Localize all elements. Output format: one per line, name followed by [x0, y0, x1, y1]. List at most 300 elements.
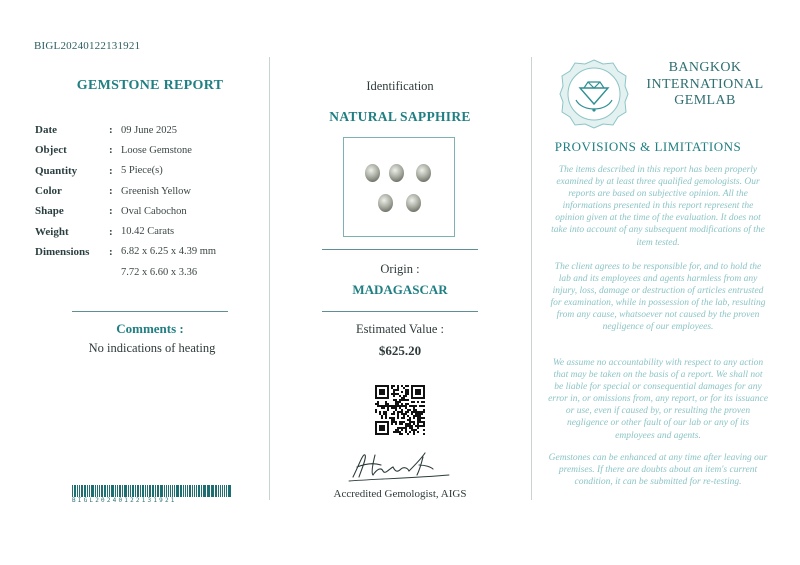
qr-module	[391, 423, 393, 425]
qr-module	[411, 411, 413, 413]
detail-row-dimensions	[35, 242, 275, 262]
detail-row-dimensions-2	[35, 262, 275, 282]
barcode-bar	[91, 485, 94, 497]
qr-module	[395, 401, 397, 403]
qr-module	[419, 405, 421, 407]
qr-module	[409, 419, 411, 421]
estimated-value-label: Estimated Value :	[356, 322, 444, 336]
qr-module	[407, 409, 409, 411]
qr-module	[419, 425, 421, 427]
barcode-bar	[174, 485, 175, 497]
qr-module	[403, 417, 405, 419]
qr-module	[423, 421, 425, 423]
qr-module	[405, 431, 407, 433]
qr-module	[397, 417, 399, 419]
qr-module	[375, 409, 377, 411]
qr-module	[407, 393, 409, 395]
qr-module	[419, 413, 421, 415]
qr-module	[417, 431, 419, 433]
qr-module	[385, 411, 387, 413]
barcode-bar	[87, 485, 88, 497]
qr-module	[401, 433, 403, 435]
qr-module	[391, 421, 393, 423]
barcode-bar	[135, 485, 136, 497]
qr-module	[401, 421, 403, 423]
qr-module	[397, 393, 399, 395]
qr-module	[401, 423, 403, 425]
qr-module	[423, 411, 425, 413]
detail-value: Oval Cabochon	[121, 205, 187, 217]
qr-module	[381, 415, 383, 417]
qr-module	[405, 413, 407, 415]
qr-module	[391, 419, 393, 421]
qr-module	[415, 429, 417, 431]
qr-module	[417, 413, 419, 415]
qr-module	[421, 401, 423, 403]
qr-module	[401, 405, 403, 407]
qr-module	[395, 389, 397, 391]
barcode-bar	[201, 485, 202, 497]
qr-module	[421, 405, 423, 407]
qr-module	[415, 411, 417, 413]
details-table	[35, 120, 275, 282]
qr-module	[411, 405, 413, 407]
barcode-bar	[89, 485, 90, 497]
lab-name-line-2: INTERNATIONAL	[646, 76, 764, 92]
qr-module	[403, 405, 405, 407]
qr-module	[389, 417, 391, 419]
qr-module	[401, 399, 403, 401]
qr-module	[413, 433, 415, 435]
qr-module	[381, 417, 383, 419]
qr-module	[393, 419, 395, 421]
qr-module	[379, 411, 381, 413]
qr-module	[409, 431, 411, 433]
qr-module	[405, 399, 407, 401]
barcode-bar	[107, 485, 108, 497]
qr-module	[383, 413, 385, 415]
barcode-bar	[119, 485, 121, 497]
qr-module	[395, 405, 397, 407]
qr-module	[385, 415, 387, 417]
qr-module	[391, 417, 393, 419]
qr-module	[389, 405, 391, 407]
detail-colon: :	[109, 164, 113, 177]
barcode-bar	[215, 485, 217, 497]
barcode-bar	[149, 485, 151, 497]
qr-module	[413, 415, 415, 417]
barcode-bar	[185, 485, 186, 497]
detail-row-object	[35, 140, 275, 160]
detail-row-shape	[35, 201, 275, 221]
comments-title: Comments :	[116, 321, 184, 336]
detail-colon: :	[109, 245, 113, 258]
qr-module	[409, 405, 411, 407]
lab-name	[640, 60, 770, 110]
detail-value: 7.72 x 6.60 x 3.36	[121, 266, 198, 278]
qr-module	[399, 395, 401, 397]
qr-module	[413, 429, 415, 431]
qr-module	[397, 413, 399, 415]
detail-colon: :	[109, 185, 113, 198]
qr-module	[409, 427, 411, 429]
qr-module	[393, 389, 395, 391]
qr-module	[411, 401, 413, 403]
report-title: GEMSTONE REPORT	[76, 78, 224, 93]
barcode-bar	[180, 485, 182, 497]
qr-module	[397, 401, 399, 403]
barcode-bar	[142, 485, 144, 497]
qr-module	[385, 405, 387, 407]
qr-module	[399, 411, 401, 413]
qr-module	[403, 395, 405, 397]
barcode-bar	[222, 485, 223, 497]
lab-name-line-3: GEMLAB	[674, 93, 736, 108]
qr-module	[415, 413, 417, 415]
qr-module	[399, 427, 401, 429]
qr-module	[411, 413, 413, 415]
qr-module	[381, 405, 383, 407]
comments-divider	[72, 311, 228, 312]
qr-module	[395, 423, 397, 425]
qr-module	[409, 409, 411, 411]
qr-module	[399, 423, 401, 425]
qr-module	[413, 405, 415, 407]
barcode-bar	[79, 485, 80, 497]
qr-module	[419, 411, 421, 413]
qr-module	[407, 433, 409, 435]
barcode-bar	[211, 485, 214, 497]
provisions-title: PROVISIONS & LIMITATIONS	[554, 139, 742, 154]
qr-module	[405, 411, 407, 413]
barcode-bar	[160, 485, 163, 497]
barcode-bar	[104, 485, 106, 497]
detail-label: Dimensions	[35, 245, 90, 258]
origin-label: Origin :	[380, 262, 420, 276]
signature-image	[345, 445, 455, 485]
qr-module	[405, 423, 407, 425]
qr-module	[413, 411, 415, 413]
qr-module	[409, 421, 411, 423]
barcode-bar	[81, 485, 83, 497]
barcode-bar	[172, 485, 173, 497]
qr-module	[419, 417, 421, 419]
barcode-bar	[115, 485, 116, 497]
barcode-bar	[183, 485, 184, 497]
qr-module	[405, 403, 407, 405]
qr-module	[393, 399, 395, 401]
barcode-bar	[166, 485, 167, 497]
qr-module	[399, 421, 401, 423]
barcode-bar	[132, 485, 134, 497]
qr-module	[423, 423, 425, 425]
qr-module	[397, 429, 399, 431]
gemstone-photo	[343, 137, 455, 237]
qr-module	[385, 413, 387, 415]
qr-module	[421, 417, 423, 419]
barcode-bar	[187, 485, 188, 497]
barcode-bar	[155, 485, 156, 497]
qr-module	[411, 421, 413, 423]
qr-module	[395, 409, 397, 411]
divider-right	[531, 57, 532, 500]
qr-module	[413, 421, 415, 423]
qr-module	[417, 401, 419, 403]
qr-module	[401, 411, 403, 413]
qr-module	[391, 385, 393, 387]
qr-module	[403, 413, 405, 415]
qr-module	[409, 425, 411, 427]
qr-module	[403, 415, 405, 417]
qr-module	[383, 411, 385, 413]
qr-module	[385, 403, 387, 405]
qr-module	[399, 433, 401, 435]
gemstone-2	[389, 164, 404, 182]
qr-module	[397, 415, 399, 417]
qr-module	[379, 413, 381, 415]
qr-module	[375, 403, 377, 405]
barcode-bar	[218, 485, 219, 497]
value-divider	[322, 311, 478, 312]
qr-module	[423, 433, 425, 435]
qr-module	[405, 425, 407, 427]
barcode-bar	[198, 485, 200, 497]
barcode-bar	[220, 485, 221, 497]
barcode-bar	[137, 485, 139, 497]
qr-module	[417, 421, 419, 423]
qr-module	[413, 431, 415, 433]
qr-module	[423, 417, 425, 419]
provisions-paragraph-1: The items described in this report has been properly examined by at least three qualified gemologists. Our reports are based on subjective opinion. All the informations presented in this report represent the opinion given at the time of the evaluation. It does not take into account of any subsequent modifications of the item tested.	[551, 165, 765, 248]
origin-value: MADAGASCAR	[352, 282, 448, 297]
barcode-bar	[84, 485, 86, 497]
detail-colon: :	[109, 225, 113, 238]
qr-module	[387, 405, 389, 407]
qr-module	[401, 391, 403, 393]
qr-module	[377, 405, 379, 407]
qr-module	[405, 389, 407, 391]
detail-row-color	[35, 181, 275, 201]
qr-module	[405, 429, 407, 431]
qr-module	[419, 415, 421, 417]
qr-module	[395, 399, 397, 401]
barcode-bar	[128, 485, 129, 497]
qr-module	[395, 403, 397, 405]
qr-module	[391, 405, 393, 407]
barcode-bar	[194, 485, 195, 497]
detail-row-weight	[35, 221, 275, 241]
identification-label: Identification	[366, 79, 434, 93]
barcode-bar	[124, 485, 127, 497]
qr-module	[413, 401, 415, 403]
detail-value: 10.42 Carats	[121, 226, 175, 238]
barcode-bar	[164, 485, 165, 497]
origin-divider	[322, 249, 478, 250]
barcode-bar	[130, 485, 131, 497]
qr-module	[397, 403, 399, 405]
detail-value: 09 June 2025	[121, 124, 177, 136]
gem-name: NATURAL SAPPHIRE	[329, 109, 471, 124]
qr-module	[407, 415, 409, 417]
qr-module	[397, 411, 399, 413]
barcode-bar	[109, 485, 110, 497]
qr-module	[423, 425, 425, 427]
qr-module	[399, 405, 401, 407]
qr-code-icon	[375, 385, 425, 435]
barcode-bar	[168, 485, 169, 497]
detail-label: Color	[35, 185, 62, 198]
qr-module	[393, 393, 395, 395]
qr-module	[417, 415, 419, 417]
qr-module	[407, 419, 409, 421]
barcode-bar	[122, 485, 123, 497]
qr-module	[393, 421, 395, 423]
qr-module	[381, 407, 383, 409]
barcode-bar	[145, 485, 146, 497]
qr-module	[417, 425, 419, 427]
qr-module	[395, 429, 397, 431]
qr-module	[405, 395, 407, 397]
barcode-bar	[224, 485, 225, 497]
gemstone-4	[378, 194, 393, 212]
detail-row-quantity	[35, 161, 275, 181]
qr-module	[387, 403, 389, 405]
gemologist-credit: Accredited Gemologist, AIGS	[333, 488, 467, 500]
qr-module	[397, 427, 399, 429]
qr-module	[401, 417, 403, 419]
qr-module	[409, 423, 411, 425]
qr-module	[401, 385, 403, 387]
detail-value: 6.82 x 6.25 x 4.39 mm	[121, 246, 217, 258]
detail-value: Greenish Yellow	[121, 185, 191, 197]
qr-module	[419, 419, 421, 421]
qr-module	[401, 397, 403, 399]
qr-module	[393, 431, 395, 433]
qr-module	[391, 393, 393, 395]
qr-module	[387, 409, 389, 411]
barcode-bar	[189, 485, 191, 497]
qr-module	[405, 393, 407, 395]
barcode-bar	[203, 485, 206, 497]
qr-module	[405, 391, 407, 393]
estimated-value-amount: $625.20	[378, 343, 422, 358]
qr-module	[399, 399, 401, 401]
qr-module	[411, 429, 413, 431]
gemstone-5	[406, 194, 421, 212]
qr-module	[423, 429, 425, 431]
qr-module	[393, 413, 395, 415]
qr-module	[399, 401, 401, 403]
qr-module	[395, 407, 397, 409]
barcode-bar	[140, 485, 141, 497]
qr-module	[397, 431, 399, 433]
detail-row-date	[35, 120, 275, 140]
qr-module	[393, 407, 395, 409]
qr-module	[417, 423, 419, 425]
qr-module	[417, 411, 419, 413]
barcode-bar	[192, 485, 193, 497]
qr-module	[407, 425, 409, 427]
qr-module	[383, 407, 385, 409]
detail-label: Date	[35, 124, 57, 137]
comments-text: No indications of heating	[88, 341, 216, 355]
qr-module	[397, 389, 399, 391]
qr-module	[407, 399, 409, 401]
qr-module	[401, 403, 403, 405]
qr-module	[421, 421, 423, 423]
barcode-bar	[77, 485, 78, 497]
provisions-paragraph-3: We assume no accountability with respect to any action that may be taken on the basis of a report. We shall not be liable for special or consequential damages for any error in, or omissions from, any report, or for its issuance or use, even if caused by, or resulting the proven negligence or other fault of our lab or any of its employees and agents.	[548, 358, 768, 441]
qr-module	[411, 425, 413, 427]
qr-module	[413, 407, 415, 409]
qr-module	[379, 425, 385, 431]
qr-module	[407, 389, 409, 391]
qr-module	[417, 427, 419, 429]
qr-module	[421, 413, 423, 415]
barcode-bar	[97, 485, 98, 497]
qr-module	[395, 431, 397, 433]
qr-module	[391, 413, 393, 415]
lab-name-line-1: BANGKOK	[668, 60, 742, 75]
qr-module	[393, 411, 395, 413]
qr-module	[375, 411, 377, 413]
qr-module	[403, 397, 405, 399]
qr-module	[399, 407, 401, 409]
barcode-bar	[170, 485, 171, 497]
barcode-bar	[72, 485, 73, 497]
qr-module	[395, 393, 397, 395]
qr-module	[401, 429, 403, 431]
barcode-bar	[101, 485, 103, 497]
qr-module	[419, 421, 421, 423]
qr-module	[411, 427, 413, 429]
gemstone-3	[416, 164, 431, 182]
qr-module	[393, 395, 395, 397]
detail-colon: :	[109, 144, 113, 157]
barcode-bar	[111, 485, 114, 497]
qr-module	[403, 427, 405, 429]
barcode-bar	[228, 485, 231, 497]
qr-module	[407, 385, 409, 387]
barcode	[72, 485, 234, 497]
qr-module	[417, 419, 419, 421]
qr-module	[397, 385, 399, 387]
qr-module	[403, 421, 405, 423]
report-id: BIGL20240122131921	[34, 40, 141, 52]
detail-label: Object	[35, 144, 67, 157]
qr-module	[405, 405, 407, 407]
qr-module	[401, 427, 403, 429]
qr-module	[415, 425, 417, 427]
barcode-bar	[207, 485, 210, 497]
qr-module	[405, 427, 407, 429]
qr-module	[407, 403, 409, 405]
qr-module	[405, 407, 407, 409]
qr-module	[415, 405, 417, 407]
qr-module	[417, 417, 419, 419]
qr-module	[423, 409, 425, 411]
qr-module	[413, 417, 415, 419]
qr-module	[399, 431, 401, 433]
detail-label: Shape	[35, 205, 64, 218]
qr-module	[391, 407, 393, 409]
qr-module	[393, 385, 395, 387]
qr-module	[421, 411, 423, 413]
qr-module	[403, 399, 405, 401]
barcode-bar	[152, 485, 154, 497]
qr-module	[407, 411, 409, 413]
detail-value: 5 Piece(s)	[121, 165, 163, 177]
